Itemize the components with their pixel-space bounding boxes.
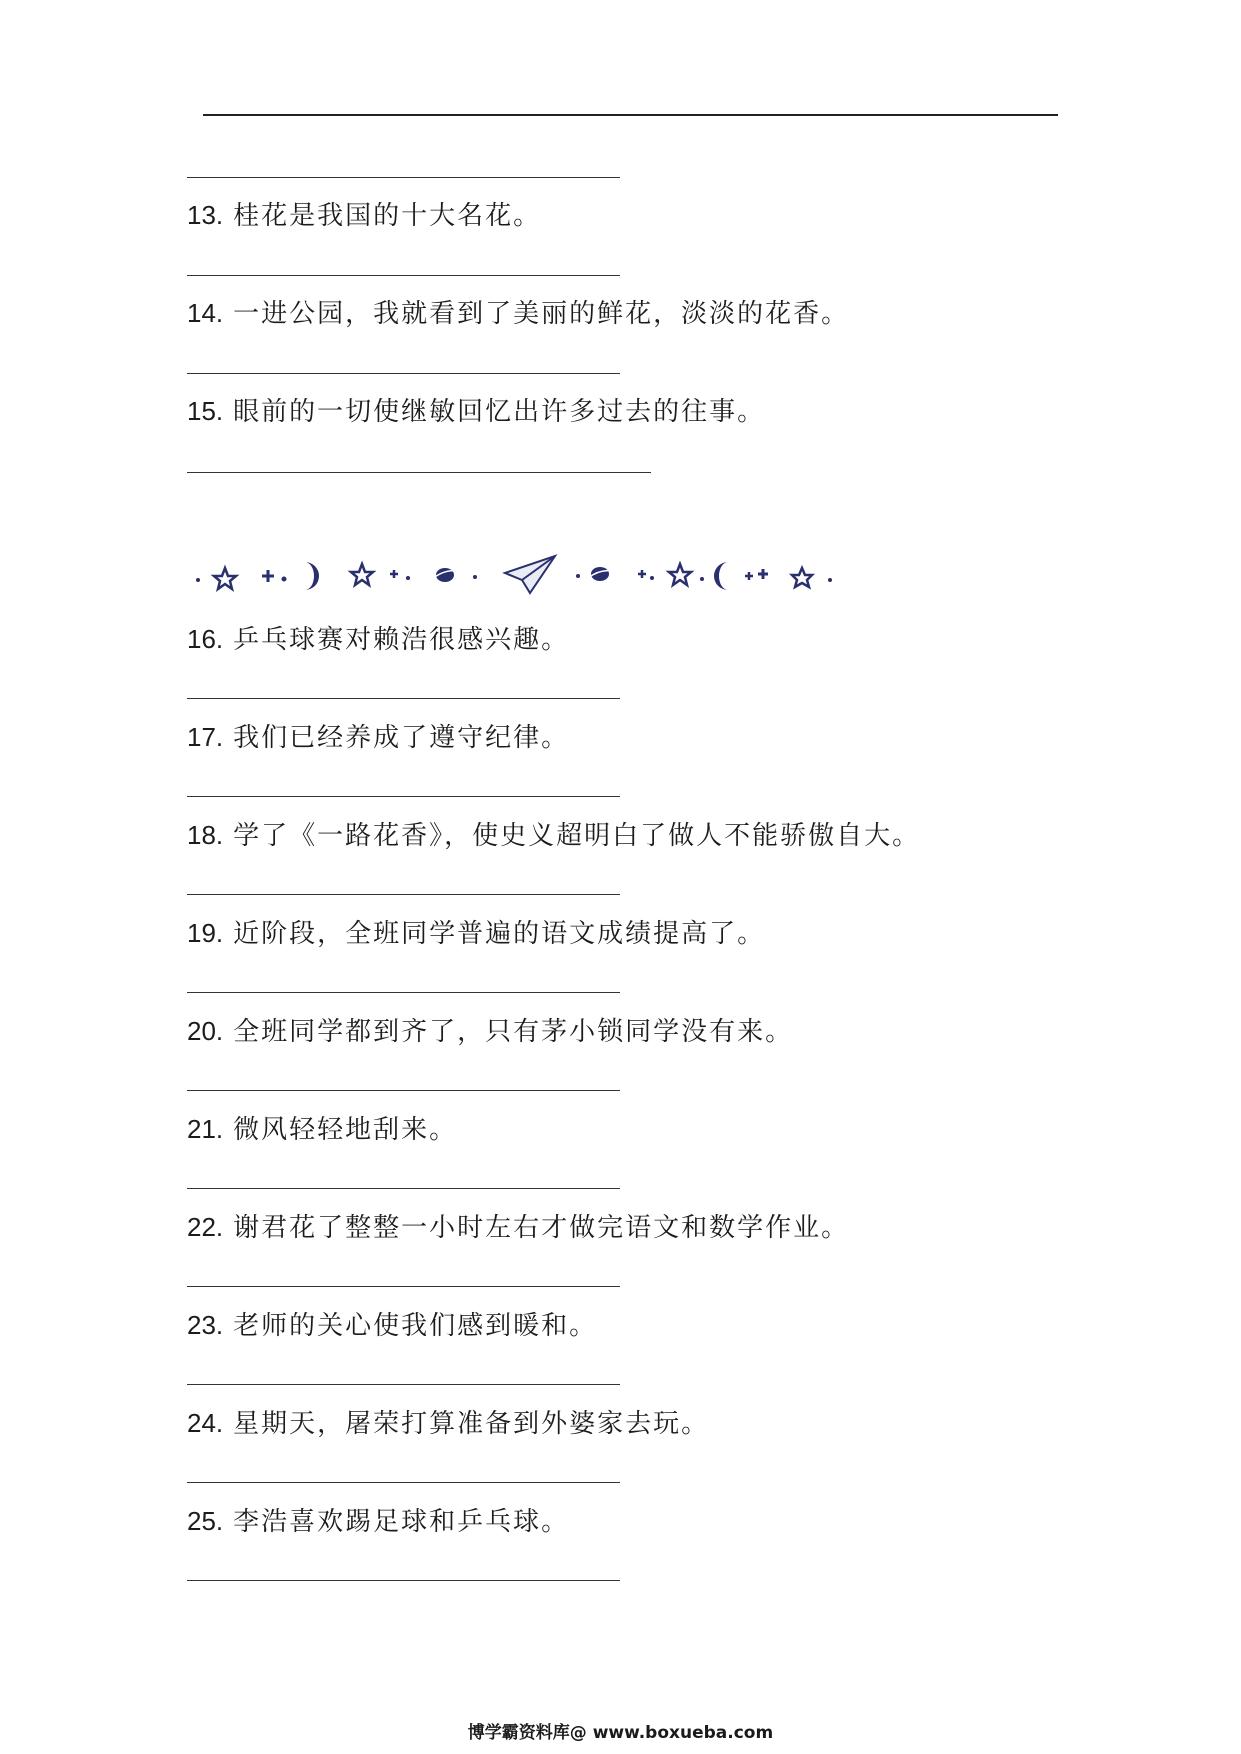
answer-line-21 [187,1188,620,1189]
question-number: 15. [187,396,224,426]
answer-line-14 [187,373,620,374]
star-icon [669,564,691,585]
question-15 [187,394,765,429]
question-number: 17. [187,722,224,752]
sparkle-icon [390,570,398,578]
question-19 [187,916,765,951]
moon-icon [305,562,319,590]
question-text: 全班同学都到齐了，只有茅小锁同学没有来。 [233,1017,794,1047]
dot-icon [828,578,832,582]
question-number: 19. [187,918,224,948]
answer-line-24 [187,1482,620,1483]
question-text: 乒乓球赛对赖浩很感兴趣。 [233,625,570,655]
question-text: 微风轻轻地刮来。 [233,1115,458,1145]
question-number: 24. [187,1408,224,1438]
question-20 [187,1014,793,1049]
answer-line-23 [187,1384,620,1385]
question-22 [187,1210,849,1245]
question-number: 13. [187,200,224,230]
answer-line-17 [187,796,620,797]
question-13 [187,198,541,233]
answer-line-16 [187,698,620,699]
decorative-divider [190,548,890,598]
footer-watermark: 博学霸资料库@ www.boxueba.com [467,1723,774,1743]
question-text: 近阶段，全班同学普遍的语文成绩提高了。 [233,919,766,949]
question-text: 眼前的一切使继敏回忆出许多过去的往事。 [233,397,766,427]
question-24 [187,1406,709,1441]
answer-line-20 [187,1090,620,1091]
question-number: 14. [187,298,224,328]
moon-icon [714,562,728,590]
dot-icon [473,575,477,579]
sparkle-icon [638,570,646,578]
question-16 [187,622,569,657]
question-number: 22. [187,1212,224,1242]
top-rule [203,114,1058,116]
question-14 [187,296,849,331]
question-text: 桂花是我国的十大名花。 [233,201,542,231]
answer-line-12 [187,177,620,178]
answer-line-22 [187,1286,620,1287]
question-number: 23. [187,1310,224,1340]
paper-plane-icon [505,556,555,593]
question-text: 我们已经养成了遵守纪律。 [233,723,570,753]
answer-line-25 [187,1580,620,1581]
dot-icon [650,576,654,580]
sparkle-icon [262,570,274,582]
question-text: 学了《一路花香》，使史义超明白了做人不能骄傲自大。 [233,821,921,851]
star-icon [214,568,236,589]
star-icon [792,568,812,587]
answer-line-13 [187,275,620,276]
question-25 [187,1504,569,1539]
question-21 [187,1112,457,1147]
dot-icon [196,578,200,582]
question-number: 20. [187,1016,224,1046]
question-17 [187,720,569,755]
sparkle-icon [758,569,768,579]
answer-line-18 [187,894,620,895]
dot-icon [576,574,580,578]
dot-icon [406,576,410,580]
question-number: 18. [187,820,224,850]
question-text: 老师的关心使我们感到暖和。 [233,1311,598,1341]
question-text: 星期天，屠荣打算准备到外婆家去玩。 [233,1409,710,1439]
answer-line-19 [187,992,620,993]
sparkle-icon [745,572,753,580]
star-icon [351,564,373,585]
answer-line-15 [187,472,651,473]
question-text: 李浩喜欢踢足球和乒乓球。 [233,1507,570,1537]
question-text: 一进公园，我就看到了美丽的鲜花，淡淡的花香。 [233,299,850,329]
question-number: 16. [187,624,224,654]
dot-icon [700,577,704,581]
question-23 [187,1308,597,1343]
dot-icon [282,577,287,582]
question-number: 25. [187,1506,224,1536]
question-18 [187,818,920,853]
question-text: 谢君花了整整一小时左右才做完语文和数学作业。 [233,1213,850,1243]
question-number: 21. [187,1114,224,1144]
